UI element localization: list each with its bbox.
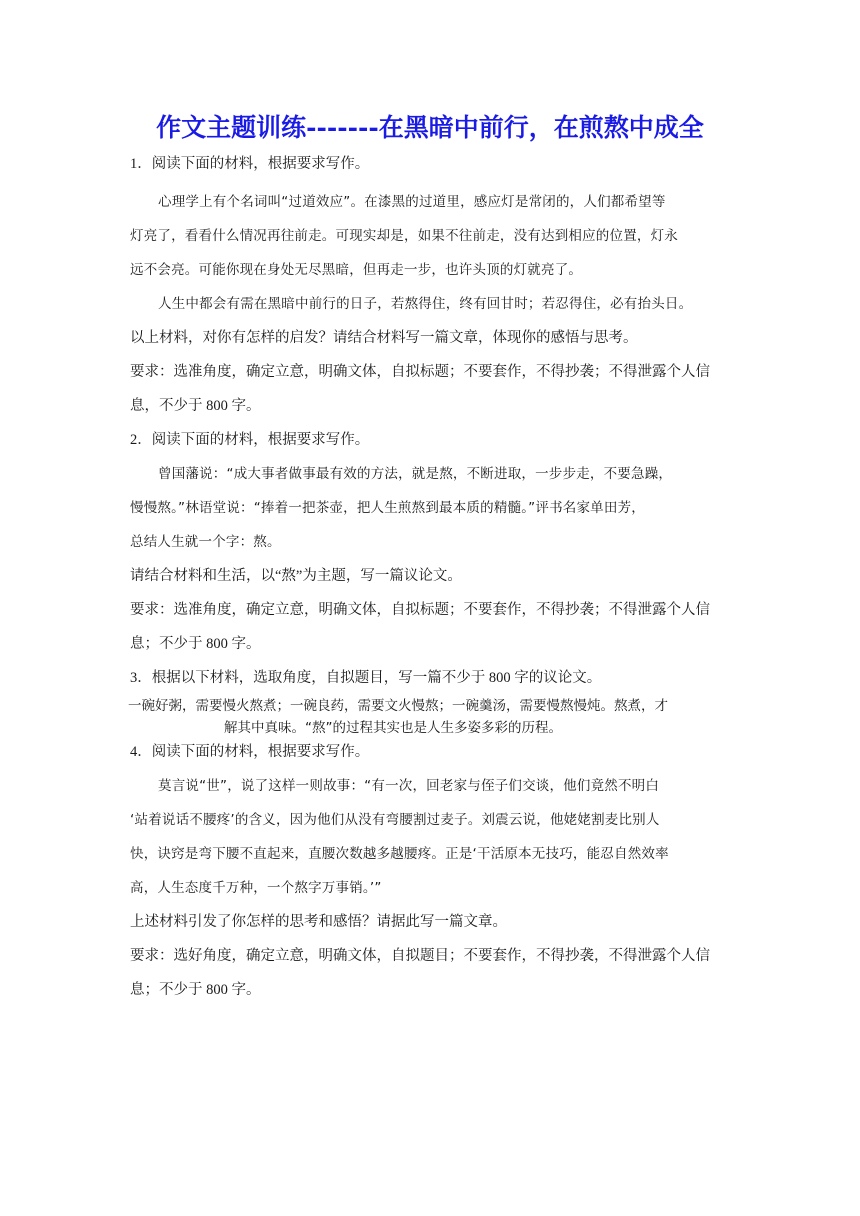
question-2-material bbox=[130, 457, 730, 559]
question-4-material bbox=[130, 769, 730, 905]
question-3-block bbox=[130, 661, 730, 695]
material-line: 慢慢熬。”林语堂说：“捧着一把茶壶，把人生煎熬到最本质的精髓。”评书名家单田芳， bbox=[130, 500, 645, 516]
question-2-prompt: 请结合材料和生活，以“熬”为主题，写一篇议论文。 bbox=[130, 568, 462, 584]
material-line: 人生中都会有需在黑暗中前行的日子，若熬得住，终有回甘时；若忍得住，必有抬头日。 bbox=[158, 296, 693, 312]
material-line: 莫言说“世”，说了这样一则故事：“有一次，回老家与侄子们交谈，他们竟然不明白 bbox=[158, 778, 660, 794]
question-1-heading: 1．阅读下面的材料，根据要求写作。 bbox=[130, 156, 370, 172]
material-line: 曾国藩说：“成大事者做事最有效的方法，就是熬，不断进取，一步步走，不要急躁， bbox=[158, 466, 673, 482]
material-line: 心理学上有个名词叫“过道效应”。在漆黑的过道里，感应灯是常闭的，人们都希望等 bbox=[158, 194, 666, 210]
question-4-requirements-cont: 息；不少于 800 字。 bbox=[130, 982, 261, 998]
question-4-prompt: 上述材料引发了你怎样的思考和感悟？请据此写一篇文章。 bbox=[130, 914, 507, 930]
material-line: 总结人生就一个字：熬。 bbox=[130, 534, 281, 550]
question-4-requirements: 要求：选好角度，确定立意，明确文体，自拟题目；不要套作，不得抄袭，不得泄露个人信 bbox=[130, 948, 710, 964]
document-body bbox=[130, 154, 730, 1007]
question-3-heading: 3．根据以下材料，选取角度，自拟题目，写一篇不少于 800 字的议论文。 bbox=[130, 670, 602, 686]
question-2-block bbox=[130, 423, 730, 457]
question-1-requirements-cont: 息，不少于 800 字。 bbox=[130, 398, 261, 414]
question-2-requirements-cont: 息；不少于 800 字。 bbox=[130, 636, 261, 652]
question-1-requirements: 要求：选准角度，确定立意，明确文体，自拟标题；不要套作，不得抄袭；不得泄露个人信 bbox=[130, 364, 710, 380]
question-1-instructions bbox=[130, 321, 730, 423]
material-line: 灯亮了，看看什么情况再往前走。可现实却是，如果不往前走，没有达到相应的位置，灯永 bbox=[130, 228, 678, 244]
document-title: 作文主题训练-------在黑暗中前行，在煎熬中成全 bbox=[156, 113, 704, 142]
question-4-instructions bbox=[130, 905, 730, 1007]
material-line: 高，人生态度千万种，一个熬字万事销。’” bbox=[130, 880, 382, 896]
question-1-prompt: 以上材料，对你有怎样的启发？请结合材料写一篇文章，体现你的感悟与思考。 bbox=[130, 330, 638, 346]
question-1-material bbox=[130, 185, 730, 321]
question-2-heading: 2．阅读下面的材料，根据要求写作。 bbox=[130, 432, 370, 448]
material-line: 远不会亮。可能你现在身处无尽黑暗，但再走一步，也许头顶的灯就亮了。 bbox=[130, 262, 583, 278]
material-line: 一碗好粥，需要慢火熬煮；一碗良药，需要文火慢熬；一碗羹汤，需要慢熬慢炖。熬煮，才 bbox=[128, 698, 668, 714]
material-line: ‘站着说话不腰疼’的含义，因为他们从没有弯腰割过麦子。刘震云说，他姥姥割麦比别人 bbox=[130, 812, 660, 828]
question-3-material bbox=[130, 695, 730, 739]
material-line: 快，诀窍是弯下腰不直起来，直腰次数越多越腰疼。正是‘干活原本无技巧，能忍自然效率 bbox=[130, 846, 669, 862]
question-2-instructions bbox=[130, 559, 730, 661]
question-4-heading: 4．阅读下面的材料，根据要求写作。 bbox=[130, 744, 370, 760]
material-line: 解其中真味。“熬”的过程其实也是人生多姿多彩的历程。 bbox=[224, 720, 562, 736]
question-4-block bbox=[130, 735, 730, 769]
question-2-requirements: 要求：选准角度，确定立意，明确文体，自拟标题；不要套作，不得抄袭；不得泄露个人信 bbox=[130, 602, 710, 618]
